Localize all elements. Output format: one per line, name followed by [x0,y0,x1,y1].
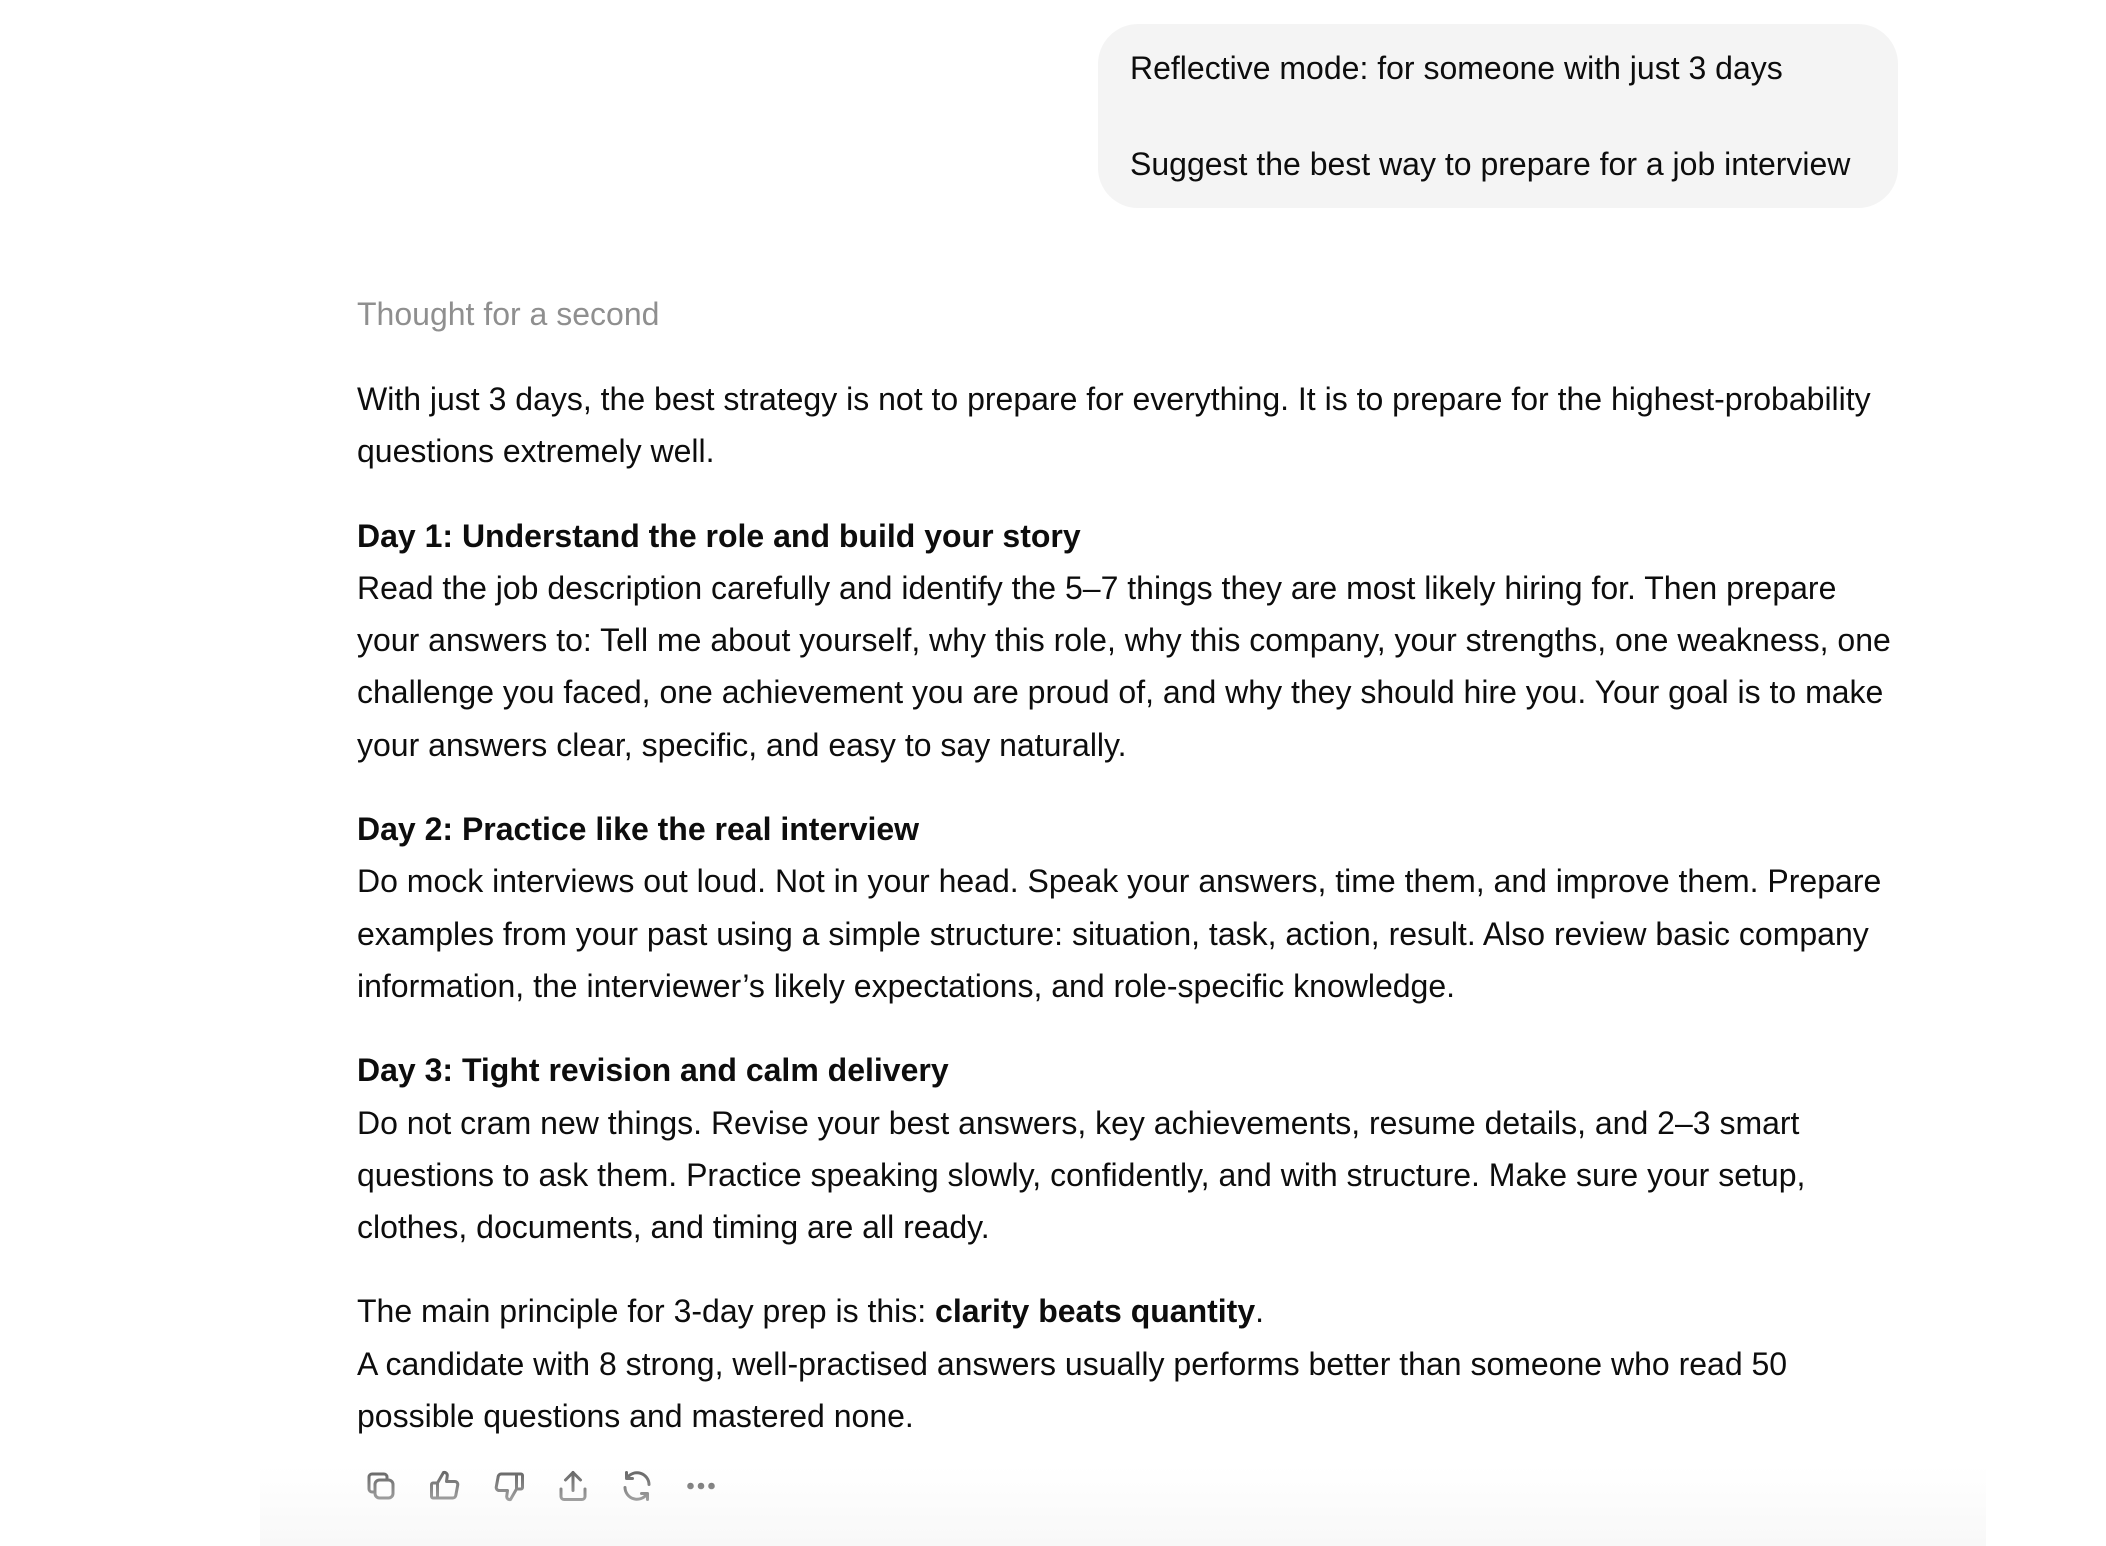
user-message-line-1: Reflective mode: for someone with just 3 days [1130,50,1783,86]
closing-text: A candidate with 8 strong, well-practised answers usually performs better than someone who read 50 possible questions and mastered none. [357,1345,1788,1435]
principle-paragraph [357,1285,1902,1442]
message-actions [357,1462,725,1510]
thumbs-down-button[interactable] [485,1462,533,1510]
copy-button[interactable] [357,1462,405,1510]
user-message-line-2: Suggest the best way to prepare for a job interview [1130,146,1851,182]
regenerate-button[interactable] [613,1462,661,1510]
regenerate-icon [619,1468,655,1504]
thumbs-up-button[interactable] [421,1462,469,1510]
user-message-bubble [1098,24,1898,208]
principle-bold: clarity beats quantity [935,1293,1256,1330]
day3-body: Do not cram new things. Revise your best answers, key achievements, resume details, and 2–3 smart questions to ask them. Practice speaking slowly, confidently, and with structure. Make sure your setup, clothes, documents, and timing are all ready. [357,1104,1806,1246]
intro-paragraph: With just 3 days, the best strategy is not to prepare for everything. It is to prepare for the highest-probability questions extremely well. [357,381,1871,470]
day2-heading: Day 2: Practice like the real interview [357,811,920,848]
day1-section [357,510,1902,771]
day2-section [357,803,1902,1012]
day3-heading: Day 3: Tight revision and calm delivery [357,1052,949,1089]
day1-body: Read the job description carefully and identify the 5–7 things they are most likely hiring for. Then prepare your answers to: Tell me about yourself, why this role, why this company, your strengths, one weakness, one challenge you faced, one achievement you are proud of, and why they should hire you. Your goal is to make your answers clear, specific, and easy to say naturally. [357,569,1891,763]
share-icon [555,1468,591,1504]
thumbs-up-icon [427,1468,463,1504]
more-options-button[interactable] [677,1462,725,1510]
day1-heading: Day 1: Understand the role and build your story [357,517,1081,554]
thought-label[interactable]: Thought for a second [357,296,660,332]
principle-suffix: . [1255,1293,1265,1330]
copy-icon [363,1468,399,1504]
day3-section [357,1044,1902,1253]
more-icon [683,1468,719,1504]
share-button[interactable] [549,1462,597,1510]
principle-prefix: The main principle for 3-day prep is this: [357,1293,936,1330]
day2-body: Do mock interviews out loud. Not in your head. Speak your answers, time them, and improve them. Prepare examples from your past using a simple structure: situation, task, action, result. Also review basic company information, the interviewer’s likely expectations, and role-specific knowledge. [357,863,1882,1004]
thumbs-down-icon [491,1468,527,1504]
assistant-response [357,373,1902,1474]
